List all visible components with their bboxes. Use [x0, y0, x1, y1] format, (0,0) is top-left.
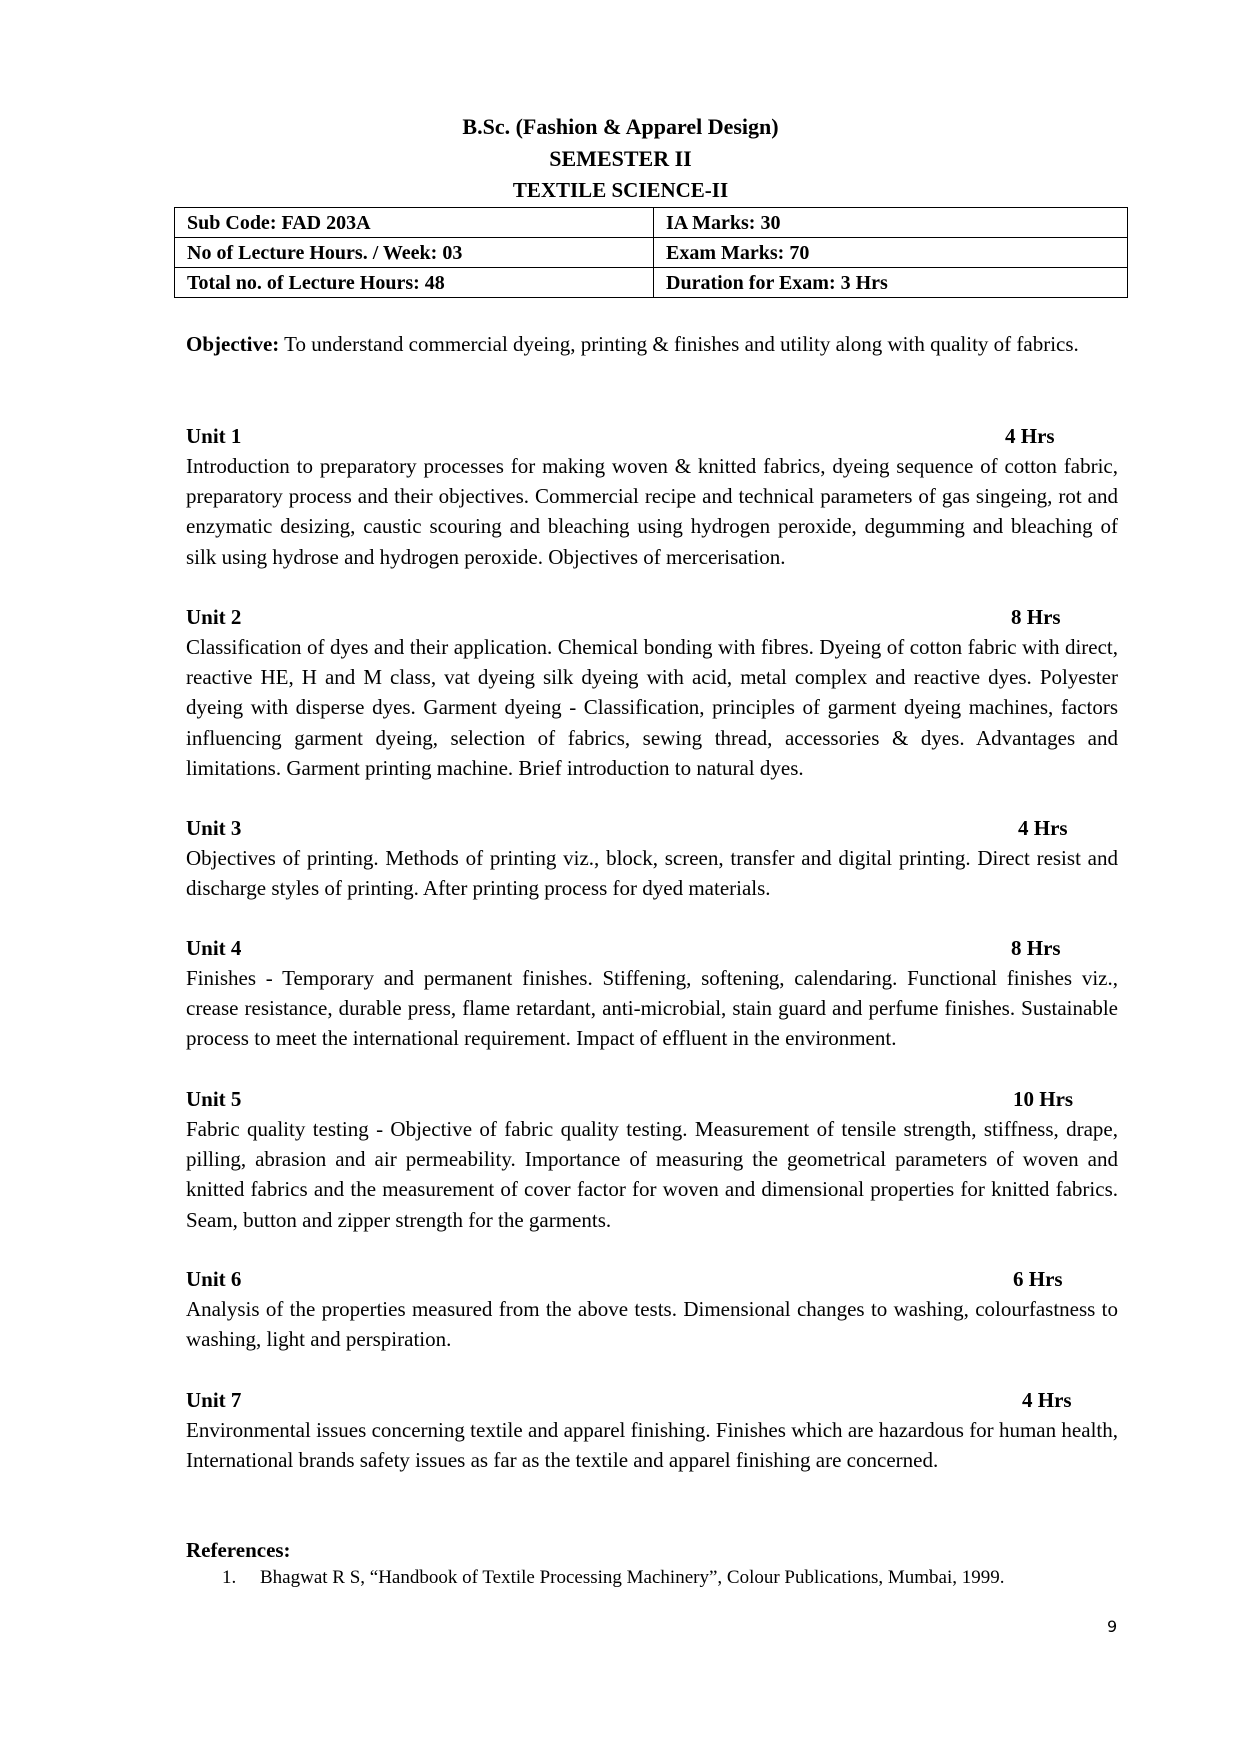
ia-marks-cell: IA Marks: 30	[654, 208, 1128, 238]
unit-hours: 10 Hrs	[1013, 1087, 1074, 1111]
lecture-hours-week-cell: No of Lecture Hours. / Week: 03	[175, 238, 654, 268]
course-info-table	[174, 207, 1128, 298]
unit-hours: 6 Hrs	[1013, 1267, 1063, 1291]
unit-6-heading	[186, 1264, 1118, 1294]
unit-hours: 4 Hrs	[1018, 816, 1068, 840]
references-heading: References:	[186, 1538, 291, 1562]
objective-paragraph	[186, 329, 1118, 359]
page-number: 9	[1107, 1617, 1118, 1636]
unit-7-heading	[186, 1385, 1118, 1415]
unit-title: Unit 2	[186, 605, 242, 629]
unit-4-text: Finishes - Temporary and permanent finishes. Stiffening, softening, calendaring. Functional finishes viz., crease resistance, durable press, flame retardant, anti-microbial, stain guard and perfume finishes. Sustainable process to meet the international requirement. Impact of effluent in the environment.	[186, 966, 1118, 1051]
table-row	[175, 268, 1128, 298]
unit-hours: 4 Hrs	[1022, 1388, 1072, 1412]
unit-title: Unit 7	[186, 1388, 242, 1412]
unit-title: Unit 6	[186, 1267, 242, 1291]
unit-hours: 4 Hrs	[1005, 424, 1055, 448]
program-title: B.Sc. (Fashion & Apparel Design)	[462, 114, 779, 139]
unit-title: Unit 1	[186, 424, 242, 448]
unit-5-text: Fabric quality testing - Objective of fabric quality testing. Measurement of tensile strength, stiffness, drape, pilling, abrasion and air permeability. Importance of measuring the geometrical parameters of woven and knitted fabrics and the measurement of cover factor for woven and dimensional properties for knitted fabrics. Seam, button and zipper strength for the garments.	[186, 1117, 1118, 1232]
unit-4-heading	[186, 933, 1118, 963]
unit-hours: 8 Hrs	[1011, 605, 1061, 629]
unit-2-heading	[186, 602, 1118, 632]
reference-text: Bhagwat R S, “Handbook of Textile Processing Machinery”, Colour Publications, Mumbai, 1999.	[260, 1567, 1005, 1588]
unit-1-text: Introduction to preparatory processes for making woven & knitted fabrics, dyeing sequence of cotton fabric, preparatory process and their objectives. Commercial recipe and technical parameters of gas singeing, rot and enzymatic desizing, caustic scouring and bleaching using hydrogen peroxide, degumming and bleaching of silk using hydrose and hydrogen peroxide. Objectives of mercerisation.	[186, 454, 1118, 569]
table-row	[175, 208, 1128, 238]
unit-hours: 8 Hrs	[1011, 936, 1061, 960]
unit-2-text: Classification of dyes and their application. Chemical bonding with fibres. Dyeing of cotton fabric with direct, reactive HE, H and M class, vat dyeing silk dyeing with acid, metal complex and reactive dyes. Polyester dyeing with disperse dyes. Garment dyeing - Classification, principles of garment dyeing machines, factors influencing garment dyeing, selection of fabrics, sewing thread, accessories & dyes. Advantages and limitations. Garment printing machine. Brief introduction to natural dyes.	[186, 635, 1118, 780]
unit-title: Unit 3	[186, 816, 242, 840]
unit-5-heading	[186, 1084, 1118, 1114]
unit-title: Unit 4	[186, 936, 242, 960]
semester-title: SEMESTER II	[549, 146, 692, 171]
unit-6-text: Analysis of the properties measured from the above tests. Dimensional changes to washing, colourfastness to washing, light and perspiration.	[186, 1297, 1118, 1352]
course-title: TEXTILE SCIENCE-II	[512, 178, 729, 202]
unit-7-text: Environmental issues concerning textile and apparel finishing. Finishes which are hazardous for human health, International brands safety issues as far as the textile and apparel finishing are concerned.	[186, 1418, 1118, 1473]
exam-marks-cell: Exam Marks: 70	[654, 238, 1128, 268]
unit-title: Unit 5	[186, 1087, 242, 1111]
table-row	[175, 238, 1128, 268]
unit-1-heading	[186, 421, 1118, 451]
list-item	[222, 1564, 1005, 1592]
unit-3-heading	[186, 813, 1118, 843]
unit-3-text: Objectives of printing. Methods of printing viz., block, screen, transfer and digital printing. Direct resist and discharge styles of printing. After printing process for dyed materials.	[186, 846, 1118, 901]
objective-label: Objective:	[186, 332, 280, 356]
total-lecture-hours-cell: Total no. of Lecture Hours: 48	[175, 268, 654, 298]
sub-code-cell: Sub Code: FAD 203A	[175, 208, 654, 238]
exam-duration-cell: Duration for Exam: 3 Hrs	[654, 268, 1128, 298]
reference-number: 1.	[222, 1567, 237, 1588]
objective-text: To understand commercial dyeing, printing & finishes and utility along with quality of fabrics.	[279, 332, 1079, 356]
